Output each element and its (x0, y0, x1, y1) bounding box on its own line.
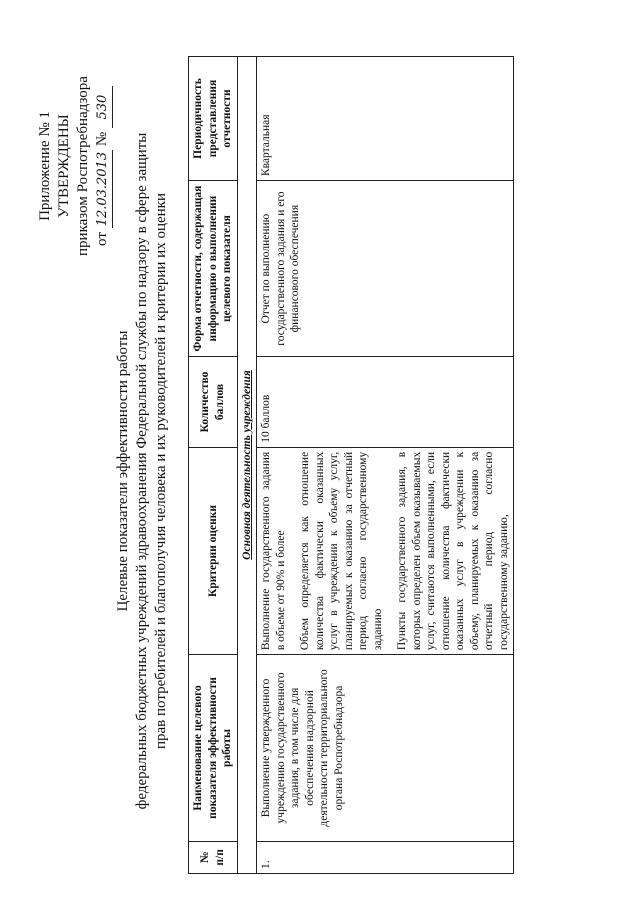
order-date: 12.03.2013 (93, 150, 113, 228)
order-date-number (93, 56, 113, 276)
table-row (257, 57, 514, 874)
order-label: приказом Роспотребнадзора (75, 76, 91, 256)
title-line-2: федеральных бюджетных учреждений здравоохранения Федеральной службы по надзору в сфере защиты (134, 132, 150, 810)
row-period: Квартальная (257, 57, 514, 181)
row-num: 1. (257, 841, 514, 873)
header-criteria: Критерии оценки (189, 447, 238, 654)
row-form: Отчет по выполнению государственного задания и его финансового обеспечения (257, 181, 514, 357)
order-number: 530 (93, 86, 113, 128)
section-title: Основная деятельность учреждения (237, 57, 257, 874)
approval-block (36, 56, 113, 276)
row-name: Выполнение утвержденного учреждению государственного задания, в том числе для обеспечения надзорной деятельности территориального органа Роспотребнадзора (257, 655, 514, 842)
indicators-table (188, 56, 514, 874)
header-period: Периодичность представления отчетности (189, 57, 238, 181)
appendix-label: Приложение № 1 (37, 111, 53, 221)
approved-label: УТВЕРЖДЕНЫ (56, 114, 72, 218)
table-header-row (189, 57, 238, 874)
criteria-paragraph-2: Объем определяется как отношение количества фактически оказанных услуг в учреждении к объему услуг, планируемых к оказанию за отчетный период согласно государственному заданию (299, 451, 384, 651)
criteria-paragraph-3: Пункты государственного задания, в которых определен объем оказываемых услуг, считаются выполненными, если отношение количества фактически оказанных услуг в учреждении к объему, планируемых к оказанию за отчетный период согласно государственному заданию, (396, 451, 510, 651)
header-num: № п/п (189, 841, 238, 873)
criteria-paragraph-1: Выполнение государственного задания в объеме от 90% и более (260, 451, 287, 651)
document-page (36, 56, 636, 886)
header-name: Наименование целевого показателя эффективности работы (189, 655, 238, 842)
document-title (114, 56, 171, 886)
row-score: 10 баллов (257, 357, 514, 448)
date-prefix: от (94, 232, 110, 246)
title-line-1: Целевые показатели эффективности работы (115, 330, 131, 612)
row-criteria (257, 447, 514, 654)
number-prefix: № (94, 131, 110, 147)
section-row (237, 57, 257, 874)
header-score: Количество баллов (189, 357, 238, 448)
title-line-3: прав потребителей и благополучия человека и их руководителей и критерии их оценки (153, 193, 169, 749)
header-form: Форма отчетности, содержащая информацию о выполнении целевого показателя (189, 181, 238, 357)
